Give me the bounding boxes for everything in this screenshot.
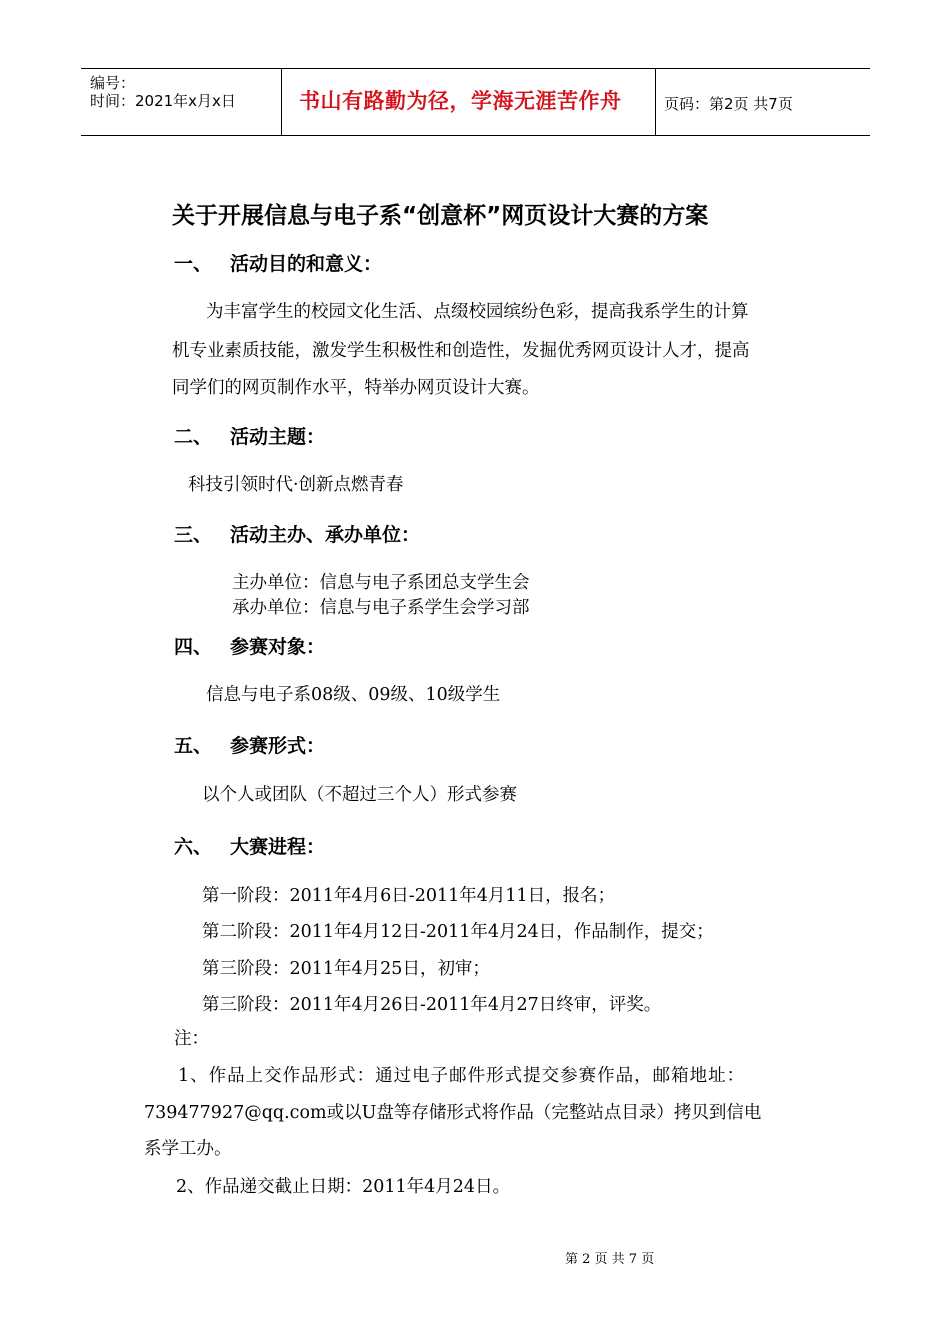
note-line: 739477927@qq.com或以U盘等存储形式将作品（完整站点目录）拷贝到信电	[144, 1103, 762, 1123]
paragraph-line: 机专业素质技能，激发学生积极性和创造性，发掘优秀网页设计人才，提高	[172, 341, 750, 361]
section-heading	[174, 731, 325, 758]
section-number: 四、	[174, 636, 213, 658]
section-title: 活动主办、承办单位：	[230, 524, 421, 546]
section-number: 一、	[174, 253, 213, 275]
section-title: 参赛形式：	[230, 735, 326, 757]
section-heading	[174, 632, 325, 659]
section-heading	[174, 832, 325, 859]
page-info: 页码：第2页 共7页	[664, 95, 793, 113]
section-title: 参赛对象：	[230, 636, 326, 658]
schedule-line: 第三阶段：2011年4月25日，初审；	[202, 959, 490, 979]
paragraph-line: 为丰富学生的校园文化生活、点缀校园缤纷色彩，提高我系学生的计算	[206, 302, 749, 322]
section-heading	[174, 249, 382, 276]
section-title: 活动目的和意义：	[230, 253, 383, 275]
schedule-line: 第三阶段：2011年4月26日-2011年4月27日终审，评奖。	[202, 995, 662, 1015]
theme-line: 科技引领时代·创新点燃青春	[188, 475, 404, 495]
organizer-line: 承办单位：信息与电子系学生会学习部	[232, 598, 530, 618]
section-number: 五、	[174, 735, 213, 757]
code-label: 编号：	[90, 74, 136, 92]
section-title: 活动主题：	[230, 426, 326, 448]
note-line: 1、作品上交作品形式：通过电子邮件形式提交参赛作品，邮箱地址：	[178, 1066, 746, 1086]
motto: 书山有路勤为径，学海无涯苦作舟	[299, 89, 622, 113]
section-heading	[174, 520, 420, 547]
page-footer: 第 2 页 共 7 页	[565, 1252, 655, 1267]
paragraph-line: 同学们的网页制作水平，特举办网页设计大赛。	[172, 378, 540, 398]
schedule-line: 第一阶段：2011年4月6日-2011年4月11日，报名；	[202, 886, 616, 906]
organizer-line: 主办单位：信息与电子系团总支学生会	[232, 573, 530, 593]
section-heading	[174, 422, 325, 449]
notes-label: 注：	[174, 1029, 209, 1049]
schedule-line: 第二阶段：2011年4月12日-2011年4月24日，作品制作，提交；	[202, 922, 714, 942]
header-divider	[655, 69, 656, 135]
participants-line: 信息与电子系08级、09级、10级学生	[206, 685, 501, 705]
note-line: 2、作品递交截止日期：2011年4月24日。	[176, 1177, 511, 1197]
section-number: 六、	[174, 836, 213, 858]
section-title: 大赛进程：	[230, 836, 326, 858]
section-number: 二、	[174, 426, 213, 448]
document-title: 关于开展信息与电子系“创意杯”网页设计大赛的方案	[172, 203, 709, 229]
header-table	[81, 68, 870, 136]
form-line: 以个人或团队（不超过三个人）形式参赛	[202, 785, 517, 805]
section-number: 三、	[174, 524, 213, 546]
time-label: 时间：2021年x月x日	[90, 92, 236, 110]
note-line: 系学工办。	[144, 1139, 232, 1159]
header-divider	[281, 69, 282, 135]
